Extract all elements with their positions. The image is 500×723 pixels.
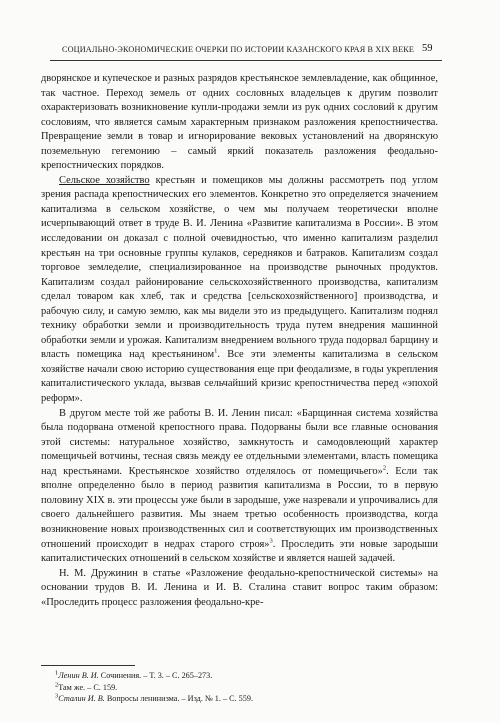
footnote-ref-3: 3 [269,537,273,545]
footnote-number: 2 [55,680,59,688]
footnote-rule [41,665,135,666]
header-rule [50,60,442,61]
footnote [41,693,438,705]
footnote-author: Сталин И. В. [58,694,105,704]
underlined-term: Сельское хозяйство [59,174,150,186]
footnote-text: Сочинения. – Т. 3. – С. 265–273. [98,671,213,680]
page-number: 59 [422,43,433,54]
paragraph-2-text-a: крестьян и помещиков мы должны рассмотреть под углом зрения распада крепостнических его элементов. Конкретно это определяется значением капитализма в сельском хозяйстве, о чем мы получаем теоретически вполне исчерпывающий ответ в труде В. И. Ленина «Развитие капитализма в России». В этом исследовании он доказал с полной очевидностью, что именно капитализм разделил крестьян на три основные группы кулаков, середняков и батраков. Капитализм создал торговое земледелие, специализированное на производстве рыночных продуктов. Капитализм создал районирование сельскохозяйственного производства, капитализм сделал товаром как хлеб, так и средства [сельскохозяйственного] производства, и рабочую силу, и самую землю, как мы видели это из предыдущего. Капитализм поднял технику обработки земли и производительность труда путем внедрения машинной обработки земли и урожая. Капитализм внедрением вольного труда подорвал барщину и власть помещика над крестьянином [41,174,438,361]
footnote [41,682,438,694]
footnote-number: 3 [55,692,59,700]
running-title: СОЦИАЛЬНО-ЭКОНОМИЧЕСКИЕ ОЧЕРКИ ПО ИСТОРИИ КАЗАНСКОГО КРАЯ В XIX ВЕКЕ [62,45,415,54]
paragraph-1: дворянское и купеческое и разных разрядов крестьянское землевладение, как общинное, так частное. Переход земель от одних сословных владельцев к другим позволит охарактеризовать возникновение купли-продажи земли из рук одних сословий к другим сословиям, что является самым характерным признаком разложения крепостничества. Превращение земли в товар и игнорирование вековых установлений на дворянскую поземельную гегемонию – самый яркий показатель разложения феодально-крепостнических порядков. [41,73,438,172]
paragraph-2 [41,174,438,407]
running-head [0,45,500,59]
footnote-number: 1 [55,669,59,677]
paragraph-3-text-a: В другом месте той же работы В. И. Ленин писал: «Барщинная система хозяйства была подорвана отменой крепостного права. Подорваны были все главные основания этой системы: натуральное хозяйство, замкнутость и самодовлеющий характер помещичьей вотчины, тесная связь между ее отдельными элементами, власть помещика над крестьянами. Крестьянское хозяйство отделялось от помещичьего» [41,407,438,477]
paragraph-3 [41,407,438,567]
body-text [41,72,438,610]
footnote-text: Там же. – С. 159. [58,682,118,692]
paragraph-3-text-b: . Если так вполне определенно было в период развития капитализма в России, то в первую половину XIX в. эти процессы уже были в зародыше, уже назревали и упрочивались для своего дальнейшего развития. Мы знаем третью особенность производства, когда возникновение новых производственных сил и соответствующих им производственных отношений происходит в недрах старого строя» [41,465,438,550]
footnote-author: Ленин В. И. [58,671,99,680]
footnote [41,670,438,682]
paragraph-4: Н. М. Дружинин в статье «Разложение феодально-крепостнической системы» на основании трудов В. И. Ленина и И. В. Сталина ставит вопрос таким образом: «Проследить процесс разложения феодально-кре- [41,567,438,608]
footnote-ref-1: 1 [214,347,218,355]
footnote-ref-2: 2 [382,464,387,472]
footnotes [41,670,438,705]
paragraph-3-text-c: . Проследить эти новые зародыши капиталистических отношений в сельском хозяйстве и является нашей задачей. [41,538,438,565]
footnote-text: Вопросы ленинизма. – Изд. № 1. – С. 559. [104,694,254,704]
paragraph-2-text-b: . Все эти элементы капитализма в сельском хозяйстве начали свою историю существования еще при феодализме, в годы укрепления капиталистического уклада, вызвав сельчайший кризис крепостничества перед «эпохой реформ». [41,349,438,405]
